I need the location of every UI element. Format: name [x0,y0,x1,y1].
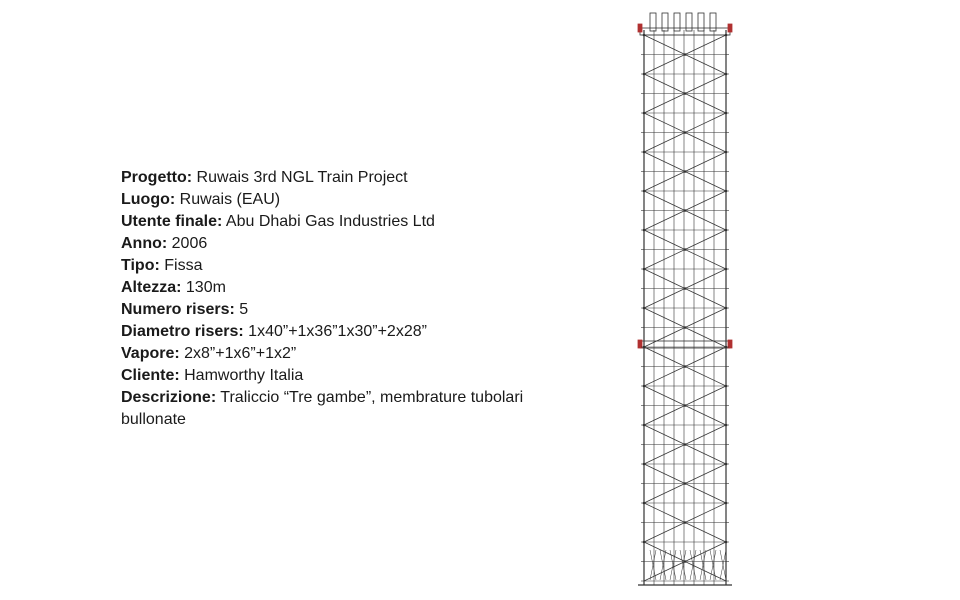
bolt-node [725,34,728,37]
bolt-node [725,502,728,505]
top-platform [640,28,730,35]
spec-utente-finale [121,211,561,233]
bolt-node [684,521,687,524]
spec-tipo [121,255,561,277]
diagonal-brace [644,289,685,309]
spec-label: Luogo: [121,191,176,208]
spec-progetto [121,167,561,189]
spec-value: Hamworthy Italia [179,367,304,384]
diagonal-brace [685,211,726,231]
bolt-node [643,346,646,349]
diagonal-brace [685,425,726,445]
bolt-node [684,248,687,251]
spec-anno [121,233,561,255]
spec-diametro-risers [121,321,561,343]
diagonal-brace [644,347,685,367]
spec-label: Diametro risers: [121,323,244,340]
diagonal-brace [644,191,685,211]
bolt-node [684,170,687,173]
diagonal-brace [644,152,685,172]
diagonal-brace [644,74,685,94]
spec-numero-risers [121,299,561,321]
diagonal-brace [644,230,685,250]
platform-marker [728,24,732,32]
spec-cliente [121,365,561,387]
bolt-node [684,404,687,407]
diagonal-brace [644,328,685,348]
diagonal-brace [644,133,685,153]
diagonal-brace [685,172,726,192]
spec-label: Cliente: [121,367,180,384]
spec-label: Vapore: [121,345,180,362]
bolt-node [643,190,646,193]
diagonal-brace [685,347,726,367]
bolt-node [725,112,728,115]
bolt-node [643,229,646,232]
spec-label: Anno: [121,235,168,252]
bolt-node [643,541,646,544]
diagonal-brace [644,484,685,504]
diagonal-brace [685,308,726,328]
spec-label: Altezza: [121,279,182,296]
bolt-node [684,482,687,485]
bolt-node [643,424,646,427]
diagonal-brace [644,113,685,133]
bolt-node [643,502,646,505]
bolt-node [725,151,728,154]
spec-label: Numero risers: [121,301,235,318]
spec-value: 5 [234,301,249,318]
bolt-node [643,307,646,310]
bolt-node [725,307,728,310]
diagonal-brace [685,464,726,484]
bolt-node [684,326,687,329]
diagonal-brace [644,269,685,289]
diagonal-brace [685,35,726,55]
diagonal-brace [685,152,726,172]
bolt-node [643,385,646,388]
bolt-node [725,229,728,232]
bolt-node [725,73,728,76]
spec-value: 130m [181,279,226,296]
bolt-node [643,463,646,466]
diagonal-brace [685,94,726,114]
diagonal-brace [644,386,685,406]
spec-value: 2006 [167,235,208,252]
bolt-node [725,346,728,349]
diagonal-brace [685,191,726,211]
spec-label: Progetto: [121,169,193,186]
spec-value: Fissa [159,257,203,274]
diagonal-brace [644,523,685,543]
bolt-node [643,112,646,115]
bolt-node [725,541,728,544]
diagonal-brace [685,250,726,270]
bolt-node [725,385,728,388]
bolt-node [684,131,687,134]
bolt-node [684,209,687,212]
diagonal-brace [644,425,685,445]
diagonal-brace [644,445,685,465]
spec-descrizione [121,387,561,431]
diagonal-brace [644,172,685,192]
diagonal-brace [644,35,685,55]
spec-value: 1x40”+1x36”1x30”+2x28” [243,323,427,340]
diagonal-brace [644,250,685,270]
diagonal-brace [685,386,726,406]
spec-value: Ruwais (EAU) [175,191,281,208]
diagonal-brace [685,289,726,309]
spec-value: Traliccio “Tre gambe”, membrature tubolari bullonate [121,389,524,428]
bolt-node [643,73,646,76]
diagonal-brace [644,55,685,75]
bolt-node [725,463,728,466]
diagonal-brace [685,113,726,133]
spec-luogo [121,189,561,211]
diagonal-brace [685,406,726,426]
spec-value: 2x8”+1x6”+1x2” [179,345,297,362]
bolt-node [725,190,728,193]
spec-vapore [121,343,561,365]
bolt-node [684,365,687,368]
spec-label: Utente finale: [121,213,223,230]
diagonal-brace [685,445,726,465]
diagonal-brace [685,133,726,153]
diagonal-brace [685,55,726,75]
bolt-node [684,443,687,446]
diagonal-brace [685,503,726,523]
tower-elevation-svg [630,10,740,590]
tower-drawing [630,10,740,590]
bolt-node [643,151,646,154]
bolt-node [643,268,646,271]
bolt-node [725,268,728,271]
diagonal-brace [644,503,685,523]
spec-value: Abu Dhabi Gas Industries Ltd [222,213,435,230]
diagonal-brace [685,367,726,387]
diagonal-brace [685,269,726,289]
diagonal-brace [644,211,685,231]
bolt-node [684,92,687,95]
diagonal-brace [644,406,685,426]
bolt-node [684,287,687,290]
spec-label: Tipo: [121,257,160,274]
bolt-node [643,34,646,37]
diagonal-brace [644,464,685,484]
project-spec-block [121,167,561,431]
diagonal-brace [644,308,685,328]
bolt-node [725,424,728,427]
spec-value: Ruwais 3rd NGL Train Project [192,169,408,186]
diagonal-brace [644,94,685,114]
diagonal-brace [644,367,685,387]
diagonal-brace [685,328,726,348]
diagonal-brace [685,74,726,94]
bolt-node [684,53,687,56]
diagonal-brace [685,523,726,543]
diagonal-brace [685,484,726,504]
spec-altezza [121,277,561,299]
spec-label: Descrizione: [121,389,217,406]
diagonal-brace [685,230,726,250]
platform-marker [638,24,642,32]
